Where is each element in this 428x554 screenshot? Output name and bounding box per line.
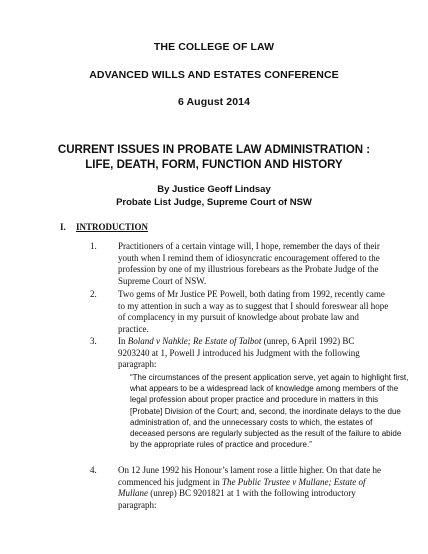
paragraph-line: of complacency in my pursuit of knowledge about probate law and	[118, 312, 359, 322]
paragraph-line: Two gems of Mr Justice PE Powell, both dating from 1992, recently came	[118, 289, 385, 299]
quote-line: what appears to be a widespread lack of knowledge among members of the	[130, 384, 399, 394]
paragraph-number: 2.	[90, 289, 97, 299]
paragraph-line: youth when I remind them of idiosyncratic encouragement offered to the	[118, 252, 380, 263]
paragraph-line: Practitioners of a certain vintage will, I hope, remember the days of their	[118, 241, 380, 251]
quote-line: deceased persons are regularly subjected as the result of the failure to abide	[130, 429, 402, 439]
paragraph-line: Mullane (unrep) BC 9201821 at 1 with the following introductory	[118, 488, 356, 498]
conference-name: ADVANCED WILLS AND ESTATES CONFERENCE	[89, 69, 339, 81]
paragraph-line: paragraph:	[118, 499, 157, 510]
quote-line: “The circumstances of the present application serve, yet again to highlight first,	[130, 373, 409, 382]
paragraph-line: Supreme Court of NSW.	[118, 275, 207, 286]
paragraph-line: profession by one of my illustrious forebears as the Probate Judge of the	[118, 264, 379, 274]
case-name: The Public Trustee v Mullane; Estate of	[221, 476, 366, 487]
author-position: Probate List Judge, Supreme Court of NSW	[116, 197, 312, 208]
paragraph-line: commenced his judgment in The Public Trustee v Mullane; Estate of	[118, 476, 366, 487]
paragraph-line: 9203240 at 1, Powell J introduced his Judgment with the following	[118, 347, 360, 358]
paragraph-line: to my attention in such a way as to suggest that I should foreswear all hope	[118, 300, 389, 311]
paragraph-line: paragraph:	[118, 359, 157, 369]
paragraph-number: 4.	[90, 465, 97, 475]
quote-line: by the appropriate rules of practice and procedure.”	[130, 440, 312, 450]
paragraph-line: practice.	[118, 323, 149, 334]
paragraph-line: On 12 June 1992 his Honour’s lament rose a little higher. On that date he	[118, 465, 382, 475]
paper-title-line-2: LIFE, DEATH, FORM, FUNCTION AND HISTORY	[85, 159, 343, 171]
block-quote	[130, 372, 408, 450]
section-number: I.	[60, 222, 66, 232]
conference-date: 6 August 2014	[177, 96, 251, 108]
case-name: Mullane	[118, 488, 148, 498]
quote-line: [Probate] Division of the Court; and, second, the inordinate delays to the due	[130, 406, 401, 416]
quote-line: legal profession about proper practice and procedure in matters in this	[130, 395, 379, 405]
paragraph-number: 3.	[90, 336, 97, 346]
case-name: Boland v Nahkle; Re Estate of Talbot	[127, 336, 262, 346]
college-name: THE COLLEGE OF LAW	[153, 41, 275, 53]
section-title: INTRODUCTION	[76, 222, 149, 232]
paragraph-number: 1.	[90, 241, 97, 251]
author-name: By Justice Geoff Lindsay	[157, 184, 271, 195]
quote-line: administration of, and the unnecessary costs to which, the estates of	[130, 417, 373, 427]
paragraph-line: In Boland v Nahkle; Re Estate of Talbot (unrep, 6 April 1992) BC	[118, 336, 355, 346]
section-heading	[60, 222, 148, 232]
paper-title-line-1: CURRENT ISSUES IN PROBATE LAW ADMINISTRATION :	[57, 144, 371, 156]
